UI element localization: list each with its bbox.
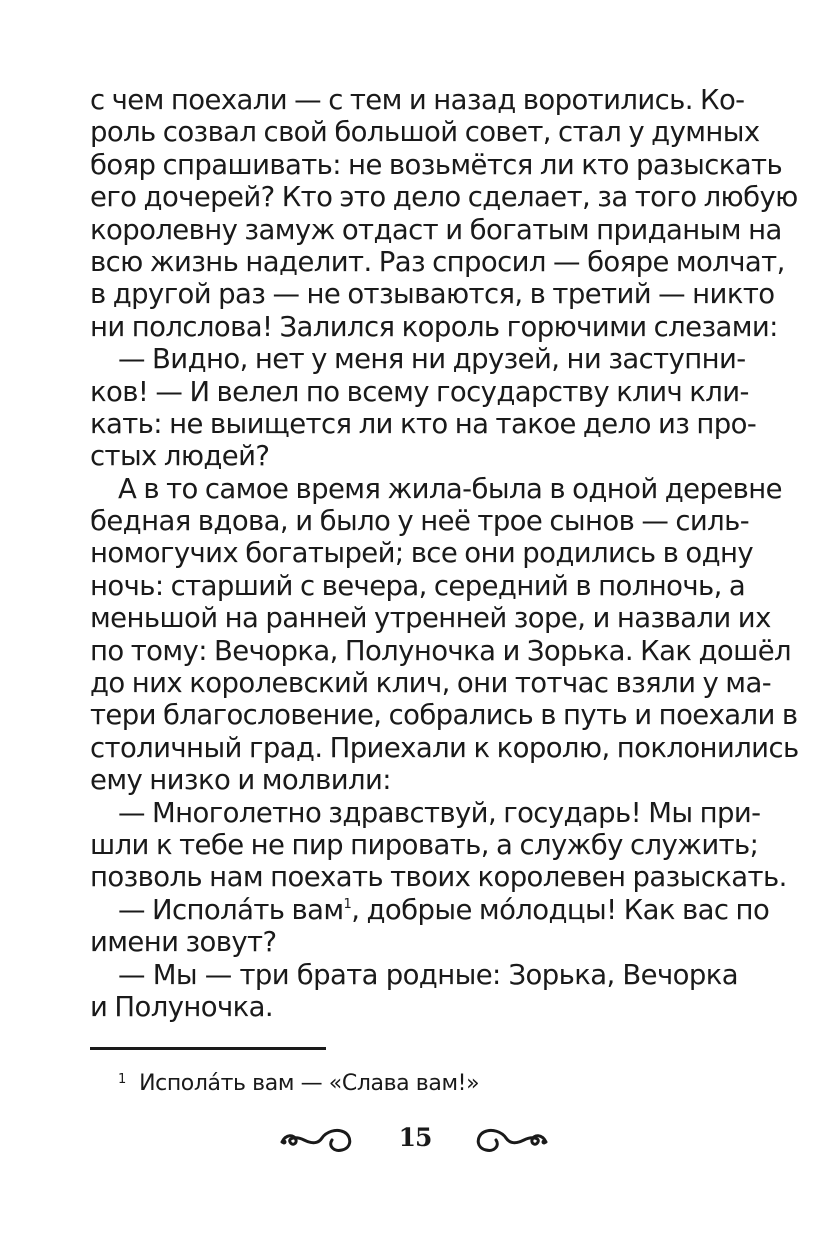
ornament-flourish-right-icon <box>470 1120 550 1156</box>
text-line: королевну замуж отдаст и богатым приданым на <box>90 213 782 246</box>
text-line: позволь нам поехать твоих королевен разыскать. <box>90 861 787 894</box>
text-line: бояр спрашивать: не возьмётся ли кто разыскать <box>90 148 783 181</box>
text-line: имени зовут? <box>90 926 277 959</box>
text-segment: , добрые мóлодцы! Как вас по <box>351 893 770 926</box>
text-line: до них королевский клич, они тотчас взяли у ма- <box>90 667 772 700</box>
text-line: по тому: Вечорка, Полуночка и Зорька. Как дошёл <box>90 634 791 667</box>
text-line: и Полуночка. <box>90 990 274 1023</box>
footnote-text: Исполáть вам — «Слава вам!» <box>139 1071 480 1096</box>
text-line: бедная вдова, и было у неё трое сынов — силь- <box>90 505 750 538</box>
page-folio <box>0 1116 827 1160</box>
text-line: стых людей? <box>90 440 270 473</box>
page-number: 15 <box>398 1123 432 1152</box>
text-line: меньшой на ранней утренней зоре, и назвали их <box>90 602 771 635</box>
text-line: шли к тебе не пир пировать, а службу служить; <box>90 828 759 861</box>
page-body <box>90 84 799 1023</box>
text-line: — Многолетно здравствуй, государь! Мы при- <box>118 796 761 829</box>
text-segment: — Исполáть вам <box>118 893 344 926</box>
text-line: тери благословение, собрались в путь и поехали в <box>90 699 798 732</box>
ornament-flourish-left-icon <box>278 1120 358 1156</box>
text-line: номогучих богатырей; все они родились в одну <box>90 537 754 570</box>
text-line: ночь: старший с вечера, середний в полночь, а <box>90 569 746 602</box>
text-line: ков! — И велел по всему государству клич кли- <box>90 375 749 408</box>
text-line: ему низко и молвили: <box>90 764 391 797</box>
text-line: роль созвал свой большой совет, стал у думных <box>90 116 760 149</box>
footnote-reference[interactable]: 1 <box>343 896 352 912</box>
footnote <box>118 1069 479 1099</box>
text-line: с чем поехали — с тем и назад воротились. Ко- <box>90 84 745 116</box>
text-line: — Видно, нет у меня ни друзей, ни заступни- <box>118 343 746 376</box>
text-line: ни полслова! Залился король горючими слезами: <box>90 310 778 343</box>
text-line: столичный град. Приехали к королю, поклонились <box>90 731 799 764</box>
text-line: его дочерей? Кто это дело сделает, за того любую <box>90 181 798 214</box>
text-line: всю жизнь наделит. Раз спросил — бояре молчат, <box>90 245 785 278</box>
text-line: кать: не выищется ли кто на такое дело из про- <box>90 407 757 440</box>
footnote-marker: 1 <box>118 1072 126 1087</box>
text-line: в другой раз — не отзываются, в третий — никто <box>90 278 775 311</box>
text-line: — Мы — три брата родные: Зорька, Вечорка <box>118 958 738 991</box>
text-line <box>90 893 770 926</box>
text-line: А в то самое время жила-была в одной деревне <box>118 472 782 505</box>
footnote-separator <box>90 1047 326 1050</box>
